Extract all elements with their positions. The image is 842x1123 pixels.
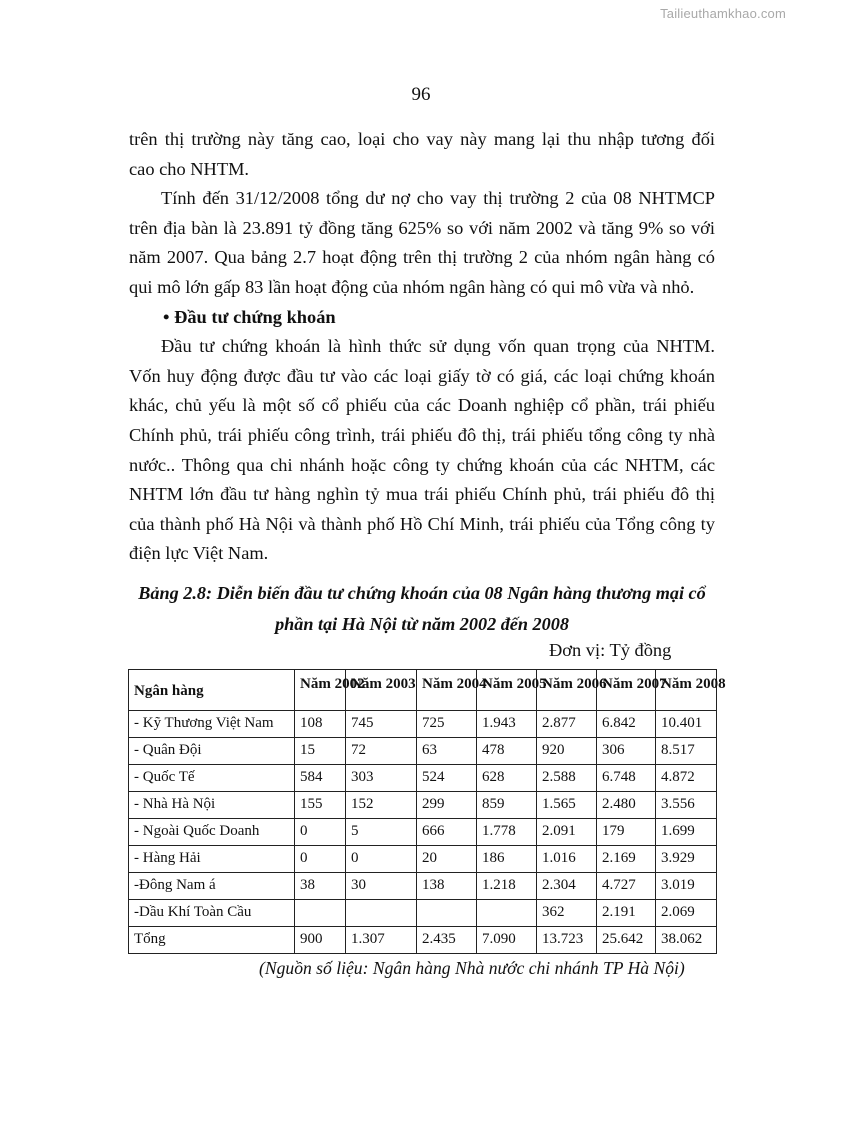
unit-label: Đơn vị: Tỷ đồng — [549, 640, 672, 660]
value-cell: 1.016 — [537, 846, 597, 873]
table-header-row — [129, 670, 717, 711]
value-cell: 13.723 — [537, 927, 597, 954]
value-cell: 524 — [417, 765, 477, 792]
body-text-top — [129, 125, 715, 569]
value-cell: 4.872 — [656, 765, 717, 792]
value-cell: 38 — [295, 873, 346, 900]
value-cell: 1.565 — [537, 792, 597, 819]
table-row — [129, 792, 717, 819]
value-cell: 2.304 — [537, 873, 597, 900]
value-cell: 900 — [295, 927, 346, 954]
value-cell: 186 — [477, 846, 537, 873]
value-cell — [417, 900, 477, 927]
value-cell: 1.307 — [346, 927, 417, 954]
value-cell: 362 — [537, 900, 597, 927]
value-cell: 2.480 — [597, 792, 656, 819]
value-cell: 1.778 — [477, 819, 537, 846]
table-row — [129, 711, 717, 738]
value-cell: 0 — [295, 819, 346, 846]
source-note: (Nguồn số liệu: Ngân hàng Nhà nước chi nhánh TP Hà Nội) — [259, 958, 685, 978]
value-cell: 2.169 — [597, 846, 656, 873]
page-number: 96 — [411, 84, 431, 105]
value-cell: 4.727 — [597, 873, 656, 900]
value-cell: 155 — [295, 792, 346, 819]
table-row — [129, 819, 717, 846]
paragraph-line: cao cho NHTM. — [129, 158, 250, 179]
value-cell: 2.435 — [417, 927, 477, 954]
value-cell: 3.556 — [656, 792, 717, 819]
header-year: Năm 2006 — [537, 670, 597, 711]
value-cell: 306 — [597, 738, 656, 765]
header-year: Năm 2004 — [417, 670, 477, 711]
bank-name-cell: Tổng — [129, 927, 295, 954]
value-cell — [295, 900, 346, 927]
paragraph-line: của thành phố Hà Nội và thành phố Hồ Chí Minh, trái phiếu của Tổng công ty — [129, 513, 715, 534]
value-cell: 63 — [417, 738, 477, 765]
value-cell: 2.191 — [597, 900, 656, 927]
paragraph-line: nước.. Thông qua chi nhánh hoặc công ty chứng khoán của các NHTM, các — [129, 454, 715, 475]
value-cell: 1.943 — [477, 711, 537, 738]
bank-name-cell: - Nhà Hà Nội — [129, 792, 295, 819]
value-cell: 10.401 — [656, 711, 717, 738]
value-cell: 1.218 — [477, 873, 537, 900]
caption-line: Bảng 2.8: Diễn biến đầu tư chứng khoán của 08 Ngân hàng thương mại cổ — [138, 583, 706, 603]
value-cell — [346, 900, 417, 927]
value-cell: 299 — [417, 792, 477, 819]
value-cell: 628 — [477, 765, 537, 792]
investment-table — [128, 669, 726, 954]
bullet-icon: • — [163, 306, 170, 327]
paragraph-line: trên thị trường này tăng cao, loại cho vay này mang lại thu nhập tương đối — [129, 129, 715, 149]
header-bank: Ngân hàng — [129, 670, 295, 711]
value-cell: 1.699 — [656, 819, 717, 846]
paragraph-line: khác, chủ yếu là một số cổ phiếu của các Doanh nghiệp cổ phần, trái phiếu — [129, 395, 715, 416]
value-cell: 303 — [346, 765, 417, 792]
header-year: Năm 2002 — [295, 670, 346, 711]
table-row — [129, 846, 717, 873]
watermark: Tailieuthamkhao.com — [660, 6, 786, 21]
value-cell: 138 — [417, 873, 477, 900]
bank-name-cell: - Hàng Hải — [129, 846, 295, 873]
value-cell: 25.642 — [597, 927, 656, 954]
value-cell: 584 — [295, 765, 346, 792]
value-cell: 478 — [477, 738, 537, 765]
value-cell: 152 — [346, 792, 417, 819]
paragraph-line: Chính phủ, trái phiếu công trình, trái phiếu đô thị, trái phiếu tổng công ty nhà — [129, 424, 715, 445]
value-cell: 859 — [477, 792, 537, 819]
bank-name-cell: - Kỹ Thương Việt Nam — [129, 711, 295, 738]
value-cell: 3.019 — [656, 873, 717, 900]
value-cell: 2.091 — [537, 819, 597, 846]
table-caption — [129, 578, 715, 640]
value-cell: 0 — [346, 846, 417, 873]
value-cell: 38.062 — [656, 927, 717, 954]
value-cell: 2.069 — [656, 900, 717, 927]
bank-name-cell: -Dầu Khí Toàn Cầu — [129, 900, 295, 927]
value-cell: 6.842 — [597, 711, 656, 738]
value-cell — [477, 900, 537, 927]
paragraph-line: năm 2007. Qua bảng 2.7 hoạt động trên thị trường 2 của nhóm ngân hàng có — [129, 247, 715, 268]
value-cell: 666 — [417, 819, 477, 846]
value-cell: 5 — [346, 819, 417, 846]
value-cell: 2.877 — [537, 711, 597, 738]
table-row — [129, 900, 717, 927]
value-cell: 725 — [417, 711, 477, 738]
value-cell: 920 — [537, 738, 597, 765]
section-heading — [129, 303, 715, 333]
header-year: Năm 2005 — [477, 670, 537, 711]
bank-name-cell: - Ngoài Quốc Doanh — [129, 819, 295, 846]
table-row — [129, 873, 717, 900]
header-year: Năm 2003 — [346, 670, 417, 711]
bank-name-cell: - Quốc Tế — [129, 765, 295, 792]
value-cell: 3.929 — [656, 846, 717, 873]
value-cell: 15 — [295, 738, 346, 765]
header-year: Năm 2008 — [656, 670, 717, 711]
bank-name-cell: -Đông Nam á — [129, 873, 295, 900]
value-cell: 72 — [346, 738, 417, 765]
value-cell: 0 — [295, 846, 346, 873]
paragraph-line: Tính đến 31/12/2008 tổng dư nợ cho vay thị trường 2 của 08 NHTMCP — [161, 188, 715, 209]
value-cell: 108 — [295, 711, 346, 738]
table-row — [129, 927, 717, 954]
paragraph-line: Đầu tư chứng khoán là hình thức sử dụng vốn quan trọng của NHTM. — [161, 336, 715, 357]
value-cell: 30 — [346, 873, 417, 900]
paragraph-line: trên địa bàn là 23.891 tỷ đồng tăng 625% so với năm 2002 và tăng 9% so với — [129, 217, 715, 238]
value-cell: 8.517 — [656, 738, 717, 765]
bank-name-cell: - Quân Đội — [129, 738, 295, 765]
value-cell: 2.588 — [537, 765, 597, 792]
table-row — [129, 738, 717, 765]
value-cell: 6.748 — [597, 765, 656, 792]
value-cell: 20 — [417, 846, 477, 873]
paragraph-line: qui mô lớn gấp 83 lần hoạt động của nhóm ngân hàng có qui mô vừa và nhỏ. — [129, 276, 695, 297]
value-cell: 7.090 — [477, 927, 537, 954]
paragraph-line: NHTM lớn đầu tư hàng nghìn tỷ mua trái phiếu Chính phủ, trái phiếu đô thị — [129, 484, 715, 505]
header-year: Năm 2007 — [597, 670, 656, 711]
paragraph-line: điện lực Việt Nam. — [129, 543, 269, 564]
caption-line: phần tại Hà Nội từ năm 2002 đến 2008 — [275, 614, 569, 634]
value-cell: 745 — [346, 711, 417, 738]
section-heading-label: Đầu tư chứng khoán — [174, 306, 336, 327]
value-cell: 179 — [597, 819, 656, 846]
paragraph-line: Vốn huy động được đầu tư vào các loại giấy tờ có giá, các loại chứng khoán — [129, 365, 715, 386]
table-row — [129, 765, 717, 792]
